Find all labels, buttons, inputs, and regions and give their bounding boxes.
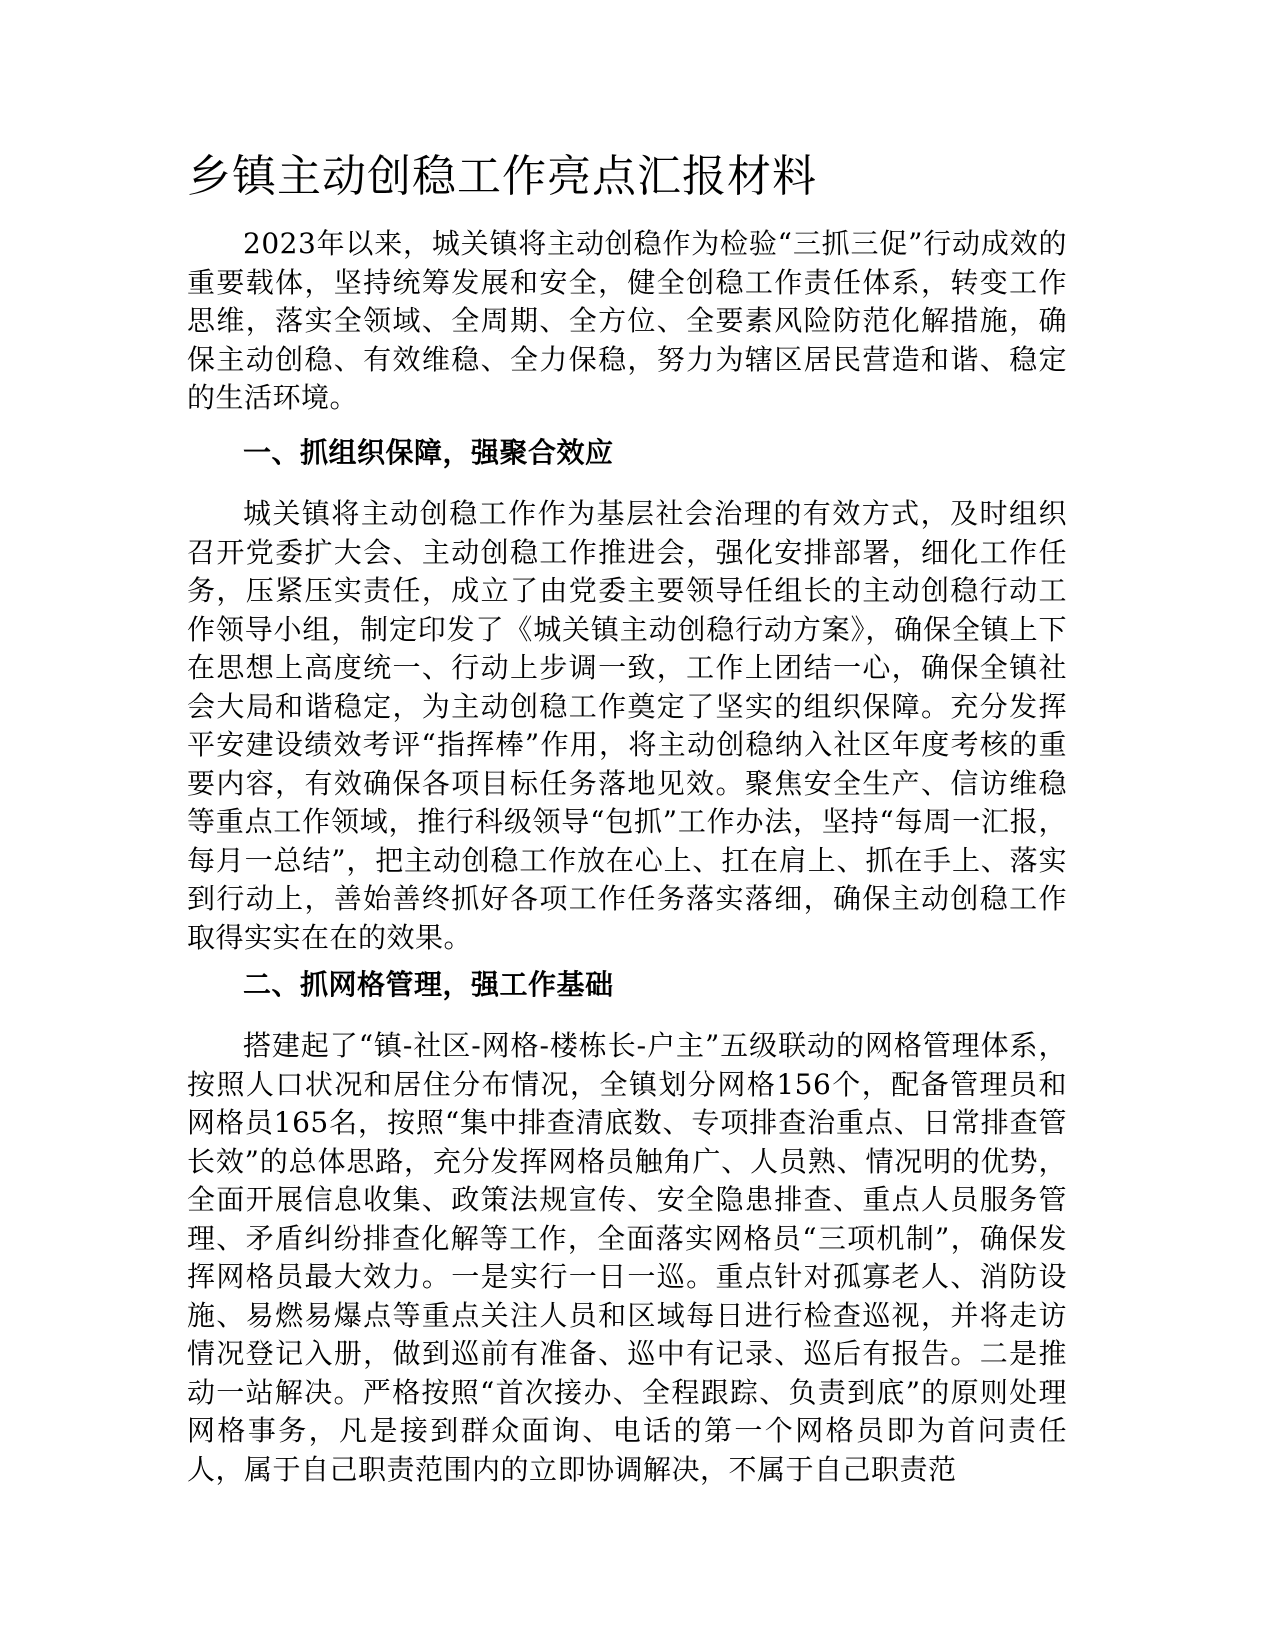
section-1-body-block xyxy=(187,495,1067,957)
section-1-heading-block xyxy=(187,433,1067,473)
section-1-body: 城关镇将主动创稳工作作为基层社会治理的有效方式，及时组织召开党委扩大会、主动创稳工作推进会，强化安排部署，细化工作任务，压紧压实责任，成立了由党委主要领导任组长的主动创稳行动工作领导小组，制定印发了《城关镇主动创稳行动方案》，确保全镇上下在思想上高度统一、行动上步调一致，工作上团结一心，确保全镇社会大局和谐稳定，为主动创稳工作奠定了坚实的组织保障。充分发挥平安建设绩效考评“指挥棒”作用，将主动创稳纳入社区年度考核的重要内容，有效确保各项目标任务落地见效。聚焦安全生产、信访维稳等重点工作领域，推行科级领导“包抓”工作办法，坚持“每周一汇报，每月一总结”，把主动创稳工作放在心上、扛在肩上、抓在手上、落实到行动上，善始善终抓好各项工作任务落实落细，确保主动创稳工作取得实实在在的效果。 xyxy=(187,497,1067,954)
document-title: 乡镇主动创稳工作亮点汇报材料 xyxy=(187,151,817,202)
section-2-heading-block xyxy=(187,965,1067,1005)
section-2-body: 搭建起了“镇-社区-网格-楼栋长-户主”五级联动的网格管理体系，按照人口状况和居住分布情况，全镇划分网格156个，配备管理员和网格员165名，按照“集中排查清底数、专项排查治重点、日常排查管长效”的总体思路，充分发挥网格员触角广、人员熟、情况明的优势，全面开展信息收集、政策法规宣传、安全隐患排查、重点人员服务管理、矛盾纠纷排查化解等工作，全面落实网格员“三项机制”，确保发挥网格员最大效力。一是实行一日一巡。重点针对孤寡老人、消防设施、易燃易爆点等重点关注人员和区域每日进行检查巡视，并将走访情况登记入册，做到巡前有准备、巡中有记录、巡后有报告。二是推动一站解决。严格按照“首次接办、全程跟踪、负责到底”的原则处理网格事务，凡是接到群众面询、电话的第一个网格员即为首问责任人，属于自己职责范围内的立即协调解决，不属于自己职责范 xyxy=(187,1029,1067,1486)
section-1-heading: 一、抓组织保障，强聚合效应 xyxy=(243,436,614,469)
section-2-body-block xyxy=(187,1027,1067,1489)
intro-paragraph xyxy=(187,225,1067,418)
section-2-heading: 二、抓网格管理，强工作基础 xyxy=(243,968,614,1001)
intro-text: 2023年以来，城关镇将主动创稳作为检验“三抓三促”行动成效的重要载体，坚持统筹发展和安全，健全创稳工作责任体系，转变工作思维，落实全领域、全周期、全方位、全要素风险防范化解措施，确保主动创稳、有效维稳、全力保稳，努力为辖区居民营造和谐、稳定的生活环境。 xyxy=(187,227,1067,414)
